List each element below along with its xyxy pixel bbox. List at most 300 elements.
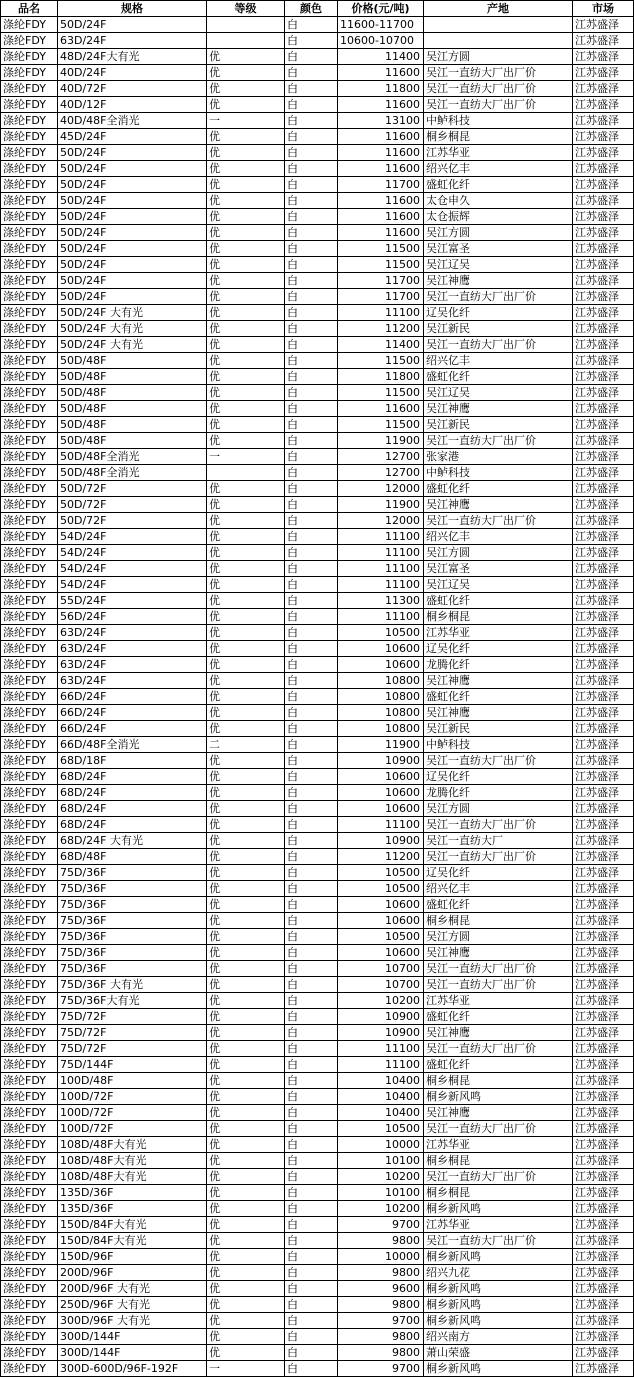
cell-product: 涤纶FDY: [1, 417, 58, 433]
cell-origin: 中鲈科技: [424, 737, 573, 753]
cell-product: 涤纶FDY: [1, 1169, 58, 1185]
cell-price: 10400: [338, 1073, 424, 1089]
cell-market: 江苏盛泽: [573, 289, 634, 305]
table-row: [1, 929, 634, 945]
cell-origin: 吴江新民: [424, 321, 573, 337]
cell-product: 涤纶FDY: [1, 1201, 58, 1217]
table-row: [1, 1009, 634, 1025]
table-row: [1, 337, 634, 353]
cell-origin: 吴江方圆: [424, 929, 573, 945]
cell-product: 涤纶FDY: [1, 1121, 58, 1137]
cell-color: 白: [285, 257, 338, 273]
cell-spec: 66D/24F: [58, 721, 207, 737]
cell-product: 涤纶FDY: [1, 817, 58, 833]
cell-grade: 优: [207, 1009, 285, 1025]
cell-origin: 绍兴亿丰: [424, 529, 573, 545]
header-origin: 产地: [424, 1, 573, 17]
cell-market: 江苏盛泽: [573, 529, 634, 545]
table-row: [1, 1313, 634, 1329]
cell-spec: 54D/24F: [58, 561, 207, 577]
cell-spec: 135D/36F: [58, 1185, 207, 1201]
cell-grade: 优: [207, 1169, 285, 1185]
cell-color: 白: [285, 481, 338, 497]
cell-spec: 63D/24F: [58, 673, 207, 689]
cell-price: 11800: [338, 369, 424, 385]
cell-price: 11100: [338, 577, 424, 593]
cell-color: 白: [285, 145, 338, 161]
table-row: [1, 417, 634, 433]
table-row: [1, 1025, 634, 1041]
cell-color: 白: [285, 401, 338, 417]
cell-origin: 盛虹化纤: [424, 689, 573, 705]
cell-price: 11100: [338, 1041, 424, 1057]
cell-product: 涤纶FDY: [1, 1329, 58, 1345]
cell-color: 白: [285, 753, 338, 769]
cell-grade: 优: [207, 1041, 285, 1057]
cell-spec: 56D/24F: [58, 609, 207, 625]
cell-color: 白: [285, 1233, 338, 1249]
cell-price: 10100: [338, 1185, 424, 1201]
cell-price: 11600: [338, 97, 424, 113]
cell-color: 白: [285, 721, 338, 737]
cell-market: 江苏盛泽: [573, 81, 634, 97]
cell-grade: 优: [207, 289, 285, 305]
cell-spec: 50D/24F: [58, 161, 207, 177]
cell-origin: 吴江一直纺大厂出厂价: [424, 65, 573, 81]
cell-product: 涤纶FDY: [1, 945, 58, 961]
table-row: [1, 913, 634, 929]
cell-grade: 优: [207, 929, 285, 945]
cell-color: 白: [285, 449, 338, 465]
cell-spec: 75D/36F: [58, 897, 207, 913]
header-grade: 等级: [207, 1, 285, 17]
cell-grade: 优: [207, 433, 285, 449]
cell-product: 涤纶FDY: [1, 1361, 58, 1377]
cell-grade: 优: [207, 513, 285, 529]
table-row: [1, 753, 634, 769]
cell-color: 白: [285, 833, 338, 849]
cell-color: 白: [285, 529, 338, 545]
cell-product: 涤纶FDY: [1, 1345, 58, 1361]
cell-market: 江苏盛泽: [573, 1089, 634, 1105]
cell-spec: 75D/144F: [58, 1057, 207, 1073]
header-market: 市场: [573, 1, 634, 17]
table-row: [1, 1329, 634, 1345]
table-row: [1, 49, 634, 65]
cell-color: 白: [285, 97, 338, 113]
cell-origin: 吴江神鹰: [424, 401, 573, 417]
cell-spec: 50D/48F: [58, 433, 207, 449]
cell-color: 白: [285, 1265, 338, 1281]
cell-spec: 108D/48F大有光: [58, 1169, 207, 1185]
cell-spec: 100D/72F: [58, 1121, 207, 1137]
cell-price: 11100: [338, 529, 424, 545]
cell-origin: 吴江一直纺大厂: [424, 833, 573, 849]
cell-color: 白: [285, 289, 338, 305]
table-row: [1, 961, 634, 977]
table-row: [1, 193, 634, 209]
table-row: [1, 97, 634, 113]
cell-market: 江苏盛泽: [573, 865, 634, 881]
cell-market: 江苏盛泽: [573, 1073, 634, 1089]
cell-market: 江苏盛泽: [573, 353, 634, 369]
cell-market: 江苏盛泽: [573, 417, 634, 433]
cell-grade: 优: [207, 257, 285, 273]
cell-market: 江苏盛泽: [573, 33, 634, 49]
cell-spec: 300D/144F: [58, 1345, 207, 1361]
cell-product: 涤纶FDY: [1, 161, 58, 177]
cell-spec: 50D/48F: [58, 385, 207, 401]
cell-origin: 吴江一直纺大厂出厂价: [424, 289, 573, 305]
cell-spec: 50D/48F全消光: [58, 465, 207, 481]
cell-grade: 优: [207, 641, 285, 657]
cell-grade: 优: [207, 1281, 285, 1297]
cell-product: 涤纶FDY: [1, 609, 58, 625]
cell-product: 涤纶FDY: [1, 801, 58, 817]
cell-grade: 优: [207, 865, 285, 881]
cell-origin: 吴江一直纺大厂出厂价: [424, 977, 573, 993]
cell-market: 江苏盛泽: [573, 49, 634, 65]
table-row: [1, 1265, 634, 1281]
cell-color: 白: [285, 801, 338, 817]
table-row: [1, 321, 634, 337]
cell-market: 江苏盛泽: [573, 641, 634, 657]
cell-product: 涤纶FDY: [1, 545, 58, 561]
cell-price: 11500: [338, 417, 424, 433]
cell-origin: 张家港: [424, 449, 573, 465]
cell-origin: 绍兴南方: [424, 1329, 573, 1345]
cell-color: 白: [285, 897, 338, 913]
cell-color: 白: [285, 1169, 338, 1185]
cell-market: 江苏盛泽: [573, 657, 634, 673]
cell-product: 涤纶FDY: [1, 1297, 58, 1313]
cell-product: 涤纶FDY: [1, 513, 58, 529]
cell-color: 白: [285, 433, 338, 449]
cell-product: 涤纶FDY: [1, 49, 58, 65]
cell-grade: 优: [207, 401, 285, 417]
cell-spec: 48D/24F大有光: [58, 49, 207, 65]
cell-grade: 优: [207, 849, 285, 865]
cell-product: 涤纶FDY: [1, 1073, 58, 1089]
cell-color: 白: [285, 177, 338, 193]
cell-product: 涤纶FDY: [1, 97, 58, 113]
cell-market: 江苏盛泽: [573, 1329, 634, 1345]
cell-price: 10500: [338, 1121, 424, 1137]
cell-color: 白: [285, 945, 338, 961]
cell-color: 白: [285, 225, 338, 241]
cell-origin: 绍兴亿丰: [424, 353, 573, 369]
cell-grade: 优: [207, 1057, 285, 1073]
cell-market: 江苏盛泽: [573, 161, 634, 177]
cell-grade: 优: [207, 481, 285, 497]
cell-spec: 40D/12F: [58, 97, 207, 113]
cell-origin: 吴江神鹰: [424, 945, 573, 961]
cell-grade: 优: [207, 593, 285, 609]
cell-origin: 盛虹化纤: [424, 1057, 573, 1073]
table-row: [1, 129, 634, 145]
cell-grade: 优: [207, 353, 285, 369]
cell-grade: 优: [207, 785, 285, 801]
cell-origin: 桐乡桐昆: [424, 609, 573, 625]
table-row: [1, 161, 634, 177]
cell-product: 涤纶FDY: [1, 145, 58, 161]
cell-price: 11600: [338, 145, 424, 161]
cell-grade: 优: [207, 801, 285, 817]
cell-color: 白: [285, 513, 338, 529]
cell-origin: 桐乡新风鸣: [424, 1249, 573, 1265]
cell-origin: 绍兴亿丰: [424, 161, 573, 177]
cell-origin: 桐乡桐昆: [424, 1073, 573, 1089]
cell-color: 白: [285, 545, 338, 561]
cell-origin: 辽吴化纤: [424, 641, 573, 657]
table-row: [1, 1041, 634, 1057]
cell-market: 江苏盛泽: [573, 1297, 634, 1313]
cell-origin: 龙腾化纤: [424, 657, 573, 673]
cell-grade: 优: [207, 769, 285, 785]
table-row: [1, 353, 634, 369]
cell-price: 11200: [338, 849, 424, 865]
cell-spec: 75D/36F: [58, 881, 207, 897]
cell-market: 江苏盛泽: [573, 785, 634, 801]
cell-product: 涤纶FDY: [1, 433, 58, 449]
cell-spec: 68D/24F: [58, 769, 207, 785]
cell-price: 10900: [338, 1009, 424, 1025]
cell-price: 9700: [338, 1313, 424, 1329]
table-row: [1, 433, 634, 449]
header-spec: 规格: [58, 1, 207, 17]
cell-market: 江苏盛泽: [573, 449, 634, 465]
cell-spec: 50D/48F: [58, 369, 207, 385]
cell-spec: 50D/24F: [58, 17, 207, 33]
cell-price: 9800: [338, 1297, 424, 1313]
cell-price: 11100: [338, 545, 424, 561]
cell-product: 涤纶FDY: [1, 17, 58, 33]
table-row: [1, 785, 634, 801]
cell-color: 白: [285, 881, 338, 897]
cell-color: 白: [285, 1361, 338, 1377]
cell-grade: 优: [207, 225, 285, 241]
cell-market: 江苏盛泽: [573, 1361, 634, 1377]
cell-spec: 50D/24F: [58, 225, 207, 241]
table-row: [1, 769, 634, 785]
cell-grade: 一: [207, 1361, 285, 1377]
cell-grade: 优: [207, 1089, 285, 1105]
cell-color: 白: [285, 641, 338, 657]
cell-price: 11100: [338, 561, 424, 577]
cell-grade: 优: [207, 1121, 285, 1137]
cell-product: 涤纶FDY: [1, 1217, 58, 1233]
cell-grade: 优: [207, 81, 285, 97]
cell-product: 涤纶FDY: [1, 289, 58, 305]
cell-spec: 66D/24F: [58, 705, 207, 721]
cell-color: 白: [285, 993, 338, 1009]
cell-market: 江苏盛泽: [573, 1281, 634, 1297]
cell-spec: 50D/24F: [58, 177, 207, 193]
cell-product: 涤纶FDY: [1, 1009, 58, 1025]
cell-color: 白: [285, 113, 338, 129]
cell-market: 江苏盛泽: [573, 1057, 634, 1073]
cell-origin: 吴江方圆: [424, 545, 573, 561]
table-row: [1, 641, 634, 657]
cell-market: 江苏盛泽: [573, 705, 634, 721]
cell-grade: 优: [207, 65, 285, 81]
cell-product: 涤纶FDY: [1, 753, 58, 769]
cell-grade: 优: [207, 273, 285, 289]
cell-origin: 桐乡桐昆: [424, 913, 573, 929]
cell-price: 10200: [338, 1169, 424, 1185]
cell-product: 涤纶FDY: [1, 1025, 58, 1041]
cell-color: 白: [285, 1009, 338, 1025]
table-row: [1, 993, 634, 1009]
table-row: [1, 849, 634, 865]
table-row: [1, 145, 634, 161]
table-body: [1, 17, 634, 1377]
cell-product: 涤纶FDY: [1, 881, 58, 897]
cell-origin: 吴江新民: [424, 721, 573, 737]
cell-origin: 江苏华亚: [424, 1217, 573, 1233]
cell-spec: 75D/72F: [58, 1041, 207, 1057]
cell-grade: 优: [207, 1025, 285, 1041]
cell-color: 白: [285, 1345, 338, 1361]
cell-spec: 200D/96F 大有光: [58, 1281, 207, 1297]
cell-market: 江苏盛泽: [573, 625, 634, 641]
cell-color: 白: [285, 17, 338, 33]
header-color: 颜色: [285, 1, 338, 17]
cell-color: 白: [285, 1313, 338, 1329]
cell-grade: 优: [207, 385, 285, 401]
cell-origin: 萧山荣盛: [424, 1345, 573, 1361]
cell-color: 白: [285, 209, 338, 225]
table-row: [1, 1233, 634, 1249]
header-product: 品名: [1, 1, 58, 17]
table-row: [1, 33, 634, 49]
cell-color: 白: [285, 129, 338, 145]
cell-spec: 45D/24F: [58, 129, 207, 145]
cell-origin: 江苏华亚: [424, 993, 573, 1009]
cell-market: 江苏盛泽: [573, 945, 634, 961]
cell-color: 白: [285, 417, 338, 433]
cell-grade: 优: [207, 1137, 285, 1153]
cell-spec: 75D/36F: [58, 865, 207, 881]
cell-origin: 桐乡新风鸣: [424, 1361, 573, 1377]
cell-spec: 63D/24F: [58, 641, 207, 657]
cell-market: 江苏盛泽: [573, 769, 634, 785]
cell-price: 11600: [338, 225, 424, 241]
table-row: [1, 481, 634, 497]
cell-origin: 吴江一直纺大厂出厂价: [424, 513, 573, 529]
cell-grade: 优: [207, 705, 285, 721]
cell-market: 江苏盛泽: [573, 849, 634, 865]
cell-grade: 优: [207, 497, 285, 513]
cell-price: 11600: [338, 193, 424, 209]
cell-origin: 吴江一直纺大厂出厂价: [424, 817, 573, 833]
cell-spec: 50D/24F: [58, 241, 207, 257]
cell-market: 江苏盛泽: [573, 1345, 634, 1361]
cell-grade: 优: [207, 417, 285, 433]
table-row: [1, 209, 634, 225]
table-row: [1, 1217, 634, 1233]
cell-product: 涤纶FDY: [1, 721, 58, 737]
table-row: [1, 449, 634, 465]
cell-spec: 108D/48F大有光: [58, 1137, 207, 1153]
cell-price: 11800: [338, 81, 424, 97]
cell-color: 白: [285, 65, 338, 81]
cell-price: 10600: [338, 801, 424, 817]
cell-product: 涤纶FDY: [1, 673, 58, 689]
cell-product: 涤纶FDY: [1, 865, 58, 881]
cell-price: 11100: [338, 609, 424, 625]
cell-color: 白: [285, 1249, 338, 1265]
cell-product: 涤纶FDY: [1, 81, 58, 97]
table-row: [1, 1137, 634, 1153]
cell-product: 涤纶FDY: [1, 113, 58, 129]
cell-price: 10500: [338, 929, 424, 945]
cell-grade: 优: [207, 129, 285, 145]
cell-spec: 54D/24F: [58, 577, 207, 593]
cell-grade: 优: [207, 1073, 285, 1089]
cell-grade: 优: [207, 753, 285, 769]
table-row: [1, 497, 634, 513]
table-row: [1, 977, 634, 993]
cell-origin: 江苏华亚: [424, 625, 573, 641]
cell-market: 江苏盛泽: [573, 465, 634, 481]
cell-color: 白: [285, 241, 338, 257]
cell-origin: 龙腾化纤: [424, 785, 573, 801]
cell-product: 涤纶FDY: [1, 705, 58, 721]
table-row: [1, 721, 634, 737]
cell-grade: 优: [207, 545, 285, 561]
cell-origin: 江苏华亚: [424, 145, 573, 161]
cell-price: 9600: [338, 1281, 424, 1297]
cell-spec: 150D/84F大有光: [58, 1217, 207, 1233]
cell-grade: 优: [207, 561, 285, 577]
cell-product: 涤纶FDY: [1, 529, 58, 545]
cell-spec: 50D/72F: [58, 481, 207, 497]
cell-spec: 50D/24F: [58, 193, 207, 209]
cell-market: 江苏盛泽: [573, 305, 634, 321]
cell-price: 10600: [338, 657, 424, 673]
cell-spec: 55D/24F: [58, 593, 207, 609]
table-row: [1, 1089, 634, 1105]
cell-color: 白: [285, 1281, 338, 1297]
cell-origin: 吴江神鹰: [424, 1025, 573, 1041]
cell-market: 江苏盛泽: [573, 1233, 634, 1249]
cell-color: 白: [285, 865, 338, 881]
cell-price: 10200: [338, 993, 424, 1009]
cell-color: 白: [285, 1073, 338, 1089]
cell-spec: 75D/36F大有光: [58, 993, 207, 1009]
cell-grade: 优: [207, 321, 285, 337]
table-row: [1, 401, 634, 417]
cell-origin: 桐乡新风鸣: [424, 1313, 573, 1329]
cell-grade: 优: [207, 961, 285, 977]
cell-market: 江苏盛泽: [573, 801, 634, 817]
cell-price: 11900: [338, 497, 424, 513]
header-price: 价格(元/吨): [338, 1, 424, 17]
cell-color: 白: [285, 577, 338, 593]
table-row: [1, 1281, 634, 1297]
cell-grade: 优: [207, 993, 285, 1009]
cell-price: 9700: [338, 1217, 424, 1233]
cell-origin: 吴江一直纺大厂出厂价: [424, 97, 573, 113]
cell-product: 涤纶FDY: [1, 33, 58, 49]
cell-product: 涤纶FDY: [1, 385, 58, 401]
table-row: [1, 1105, 634, 1121]
header-row: [1, 1, 634, 17]
cell-origin: [424, 33, 573, 49]
cell-market: 江苏盛泽: [573, 929, 634, 945]
cell-color: 白: [285, 1057, 338, 1073]
